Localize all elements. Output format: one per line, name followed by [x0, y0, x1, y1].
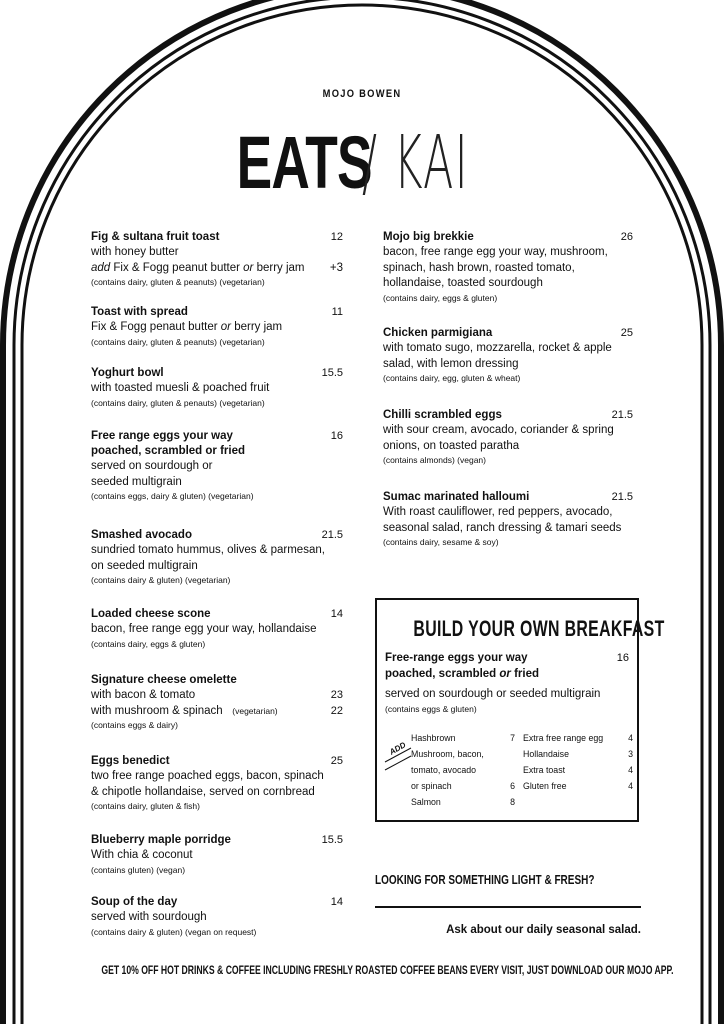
item-price: 11 — [331, 306, 343, 318]
item-note: (contains dairy & gluten) (vegetarian) — [91, 575, 231, 585]
item-note: (contains eggs & dairy) — [91, 720, 178, 730]
add-divider — [383, 734, 413, 774]
item-desc: two free range poached eggs, bacon, spinach — [91, 770, 324, 782]
menu-item — [91, 607, 343, 651]
addon-name: Salmon — [411, 797, 441, 807]
title-eats: EATS — [236, 121, 372, 204]
item-desc: spinach, hash brown, roasted tomato, — [383, 261, 575, 274]
item-option — [91, 688, 343, 704]
addon-name: Extra free range egg — [523, 733, 604, 743]
byo-main-item — [385, 650, 629, 716]
addon-name: tomato, avocado — [411, 765, 477, 775]
desc-text: Fix & Fogg penaut butter — [91, 321, 221, 333]
item-price: 25 — [330, 755, 343, 767]
item-desc: with honey butter — [91, 246, 179, 258]
extra-price: +3 — [329, 261, 343, 274]
item-desc: bacon, free range egg your way, mushroom, — [383, 246, 608, 258]
addon-name: Extra toast — [523, 765, 566, 775]
item-price: 26 — [620, 231, 633, 243]
item-price: 21.5 — [321, 529, 343, 541]
item-name: Eggs benedict — [91, 755, 170, 767]
item-name: Mojo big brekkie — [383, 231, 474, 243]
item-desc: served with sourdough — [91, 911, 207, 923]
desc-or: or — [220, 321, 232, 333]
addon-price: 6 — [510, 781, 515, 791]
item-name: Loaded cheese scone — [91, 608, 211, 620]
addon-row — [523, 762, 633, 778]
item-extra — [91, 261, 343, 277]
byo-name-text: poached, scrambled — [385, 668, 500, 680]
addon-row — [411, 778, 515, 794]
item-note: (contains eggs, dairy & gluten) (vegetarian) — [91, 491, 254, 501]
item-note: (contains almonds) (vegan) — [383, 455, 486, 465]
page-title — [0, 118, 724, 208]
extra-text: berry jam — [253, 261, 305, 274]
addon-price: 4 — [628, 765, 633, 775]
item-desc: hollandaise, toasted sourdough — [383, 277, 543, 289]
extra-text: Fix & Fogg peanut butter — [110, 261, 244, 274]
addon-price: 3 — [628, 749, 633, 759]
option-price: 23 — [330, 689, 343, 701]
addon-name: Gluten free — [523, 781, 567, 791]
item-note: (contains dairy, sesame & soy) — [383, 537, 499, 547]
title-kai: / KAI — [362, 120, 470, 206]
item-price: 15.5 — [321, 367, 343, 379]
option-text: with bacon & tomato — [91, 689, 196, 701]
addon-name: Mushroom, bacon, — [411, 749, 484, 759]
light-fresh-heading: LOOKING FOR SOMETHING LIGHT & FRESH? — [375, 873, 595, 887]
item-note: (contains gluten) (vegan) — [91, 864, 186, 875]
addon-price: 8 — [510, 797, 515, 807]
item-name: Sumac marinated halloumi — [383, 491, 530, 503]
item-desc: seasonal salad, ranch dressing & tamari seeds — [383, 521, 622, 534]
byo-note: (contains eggs & gluten) — [385, 704, 477, 714]
byo-title: BUILD YOUR OWN BREAKFAST — [413, 616, 665, 641]
byo-desc: served on sourdough or seeded multigrain — [385, 688, 601, 700]
item-name: Chicken parmigiana — [383, 327, 493, 339]
item-note: (contains dairy, gluten & peanuts) (vegetarian) — [91, 277, 265, 287]
item-name: Yoghurt bowl — [91, 367, 164, 379]
item-price: 14 — [330, 608, 343, 620]
addon-row — [523, 730, 633, 746]
addon-row — [411, 762, 515, 778]
item-desc: With roast cauliflower, red peppers, avocado, — [383, 506, 613, 518]
option-note: (vegetarian) — [232, 705, 278, 716]
item-price: 12 — [330, 231, 343, 243]
item-name: Smashed avocado — [91, 529, 192, 541]
option-text: with mushroom & spinach — [91, 704, 223, 717]
extra-or: or — [243, 261, 254, 274]
item-note: (contains dairy, eggs & gluten) — [383, 292, 498, 303]
menu-item — [91, 230, 343, 289]
item-price: 16 — [330, 430, 343, 442]
menu-item — [91, 429, 343, 503]
item-option — [91, 704, 343, 720]
byo-name-line2 — [385, 666, 629, 682]
menu-item — [91, 895, 343, 939]
item-note: (contains dairy, eggs & gluten) — [91, 638, 206, 649]
item-name: Chilli scrambled eggs — [383, 409, 502, 421]
item-desc: with toasted muesli & poached fruit — [91, 382, 270, 394]
brand-name: MOJO BOWEN — [322, 88, 402, 100]
item-name: Toast with spread — [91, 306, 188, 318]
menu-item — [383, 326, 633, 385]
item-desc: served on sourdough or — [91, 460, 213, 472]
addon-name: or spinach — [411, 781, 452, 791]
item-desc: seeded multigrain — [91, 475, 182, 488]
promo-banner: GET 10% OFF HOT DRINKS & COFFEE INCLUDING FRESHLY ROASTED COFFEE BEANS EVERY VISIT, JUST DOWNLOAD OUR MOJO APP. — [101, 963, 674, 977]
byo-price: 16 — [616, 652, 629, 664]
menu-item — [383, 490, 633, 549]
item-name: Blueberry maple porridge — [91, 834, 231, 846]
menu-item — [91, 528, 343, 587]
addon-row — [411, 730, 515, 746]
item-note: (contains dairy, egg, gluten & wheat) — [383, 373, 521, 383]
addon-name: Hollandaise — [523, 749, 569, 759]
item-price: 14 — [330, 896, 343, 908]
item-note: (contains dairy, gluten & penauts) (vegetarian) — [91, 397, 265, 408]
item-name: Fig & sultana fruit toast — [91, 231, 220, 243]
addon-row — [523, 746, 633, 762]
menu-item — [91, 673, 343, 732]
addon-price: 4 — [628, 733, 633, 743]
item-desc: with tomato sugo, mozzarella, rocket & apple — [383, 342, 612, 354]
item-desc: & chipotle hollandaise, served on cornbread — [91, 785, 315, 798]
addons-right — [523, 730, 633, 794]
addon-row — [411, 746, 515, 762]
build-your-own-box — [375, 598, 665, 822]
addon-row — [523, 778, 633, 794]
menu-item — [91, 833, 343, 877]
option-price: 22 — [330, 704, 343, 717]
item-name: Signature cheese omelette — [91, 674, 237, 686]
item-note: (contains dairy, gluten & fish) — [91, 801, 200, 811]
extra-add: add — [91, 261, 111, 274]
add-label: ADD — [387, 740, 408, 757]
menu-item — [91, 366, 343, 410]
item-desc: onions, on toasted paratha — [383, 439, 520, 452]
item-desc: sundried tomato hummus, olives & parmesan, — [91, 544, 325, 556]
item-note: (contains dairy, gluten & peanuts) (vegetarian) — [91, 336, 265, 347]
menu-item — [383, 230, 633, 305]
item-desc: on seeded multigrain — [91, 559, 198, 572]
item-name-line2: poached, scrambled or fried — [91, 445, 246, 457]
menu-item — [91, 305, 343, 349]
addons-left — [411, 730, 515, 810]
item-name: Free range eggs your way — [91, 430, 233, 442]
item-name: Soup of the day — [91, 896, 178, 908]
item-desc: with sour cream, avocado, coriander & spring — [383, 424, 614, 436]
item-note: (contains dairy & gluten) (vegan on request) — [91, 926, 257, 937]
menu-item — [91, 754, 343, 813]
item-price: 21.5 — [611, 491, 633, 503]
addon-row — [411, 794, 515, 810]
item-desc: salad, with lemon dressing — [383, 357, 519, 370]
item-desc: With chia & coconut — [91, 849, 193, 861]
item-price: 21.5 — [611, 409, 633, 421]
addon-name: Hashbrown — [411, 733, 456, 743]
byo-name-or: or — [499, 668, 511, 680]
item-price: 25 — [620, 327, 633, 339]
addon-price: 4 — [628, 781, 633, 791]
divider-line — [375, 906, 641, 908]
item-desc: bacon, free range egg your way, hollandaise — [91, 623, 317, 635]
addon-price: 7 — [510, 733, 515, 743]
byo-name: Free-range eggs your way — [385, 652, 528, 664]
item-desc — [91, 320, 343, 336]
menu-item — [383, 408, 633, 467]
light-fresh-text: Ask about our daily seasonal salad. — [446, 924, 641, 936]
byo-name-text: fried — [510, 668, 540, 680]
desc-text: berry jam — [231, 321, 283, 333]
item-price: 15.5 — [321, 834, 343, 846]
